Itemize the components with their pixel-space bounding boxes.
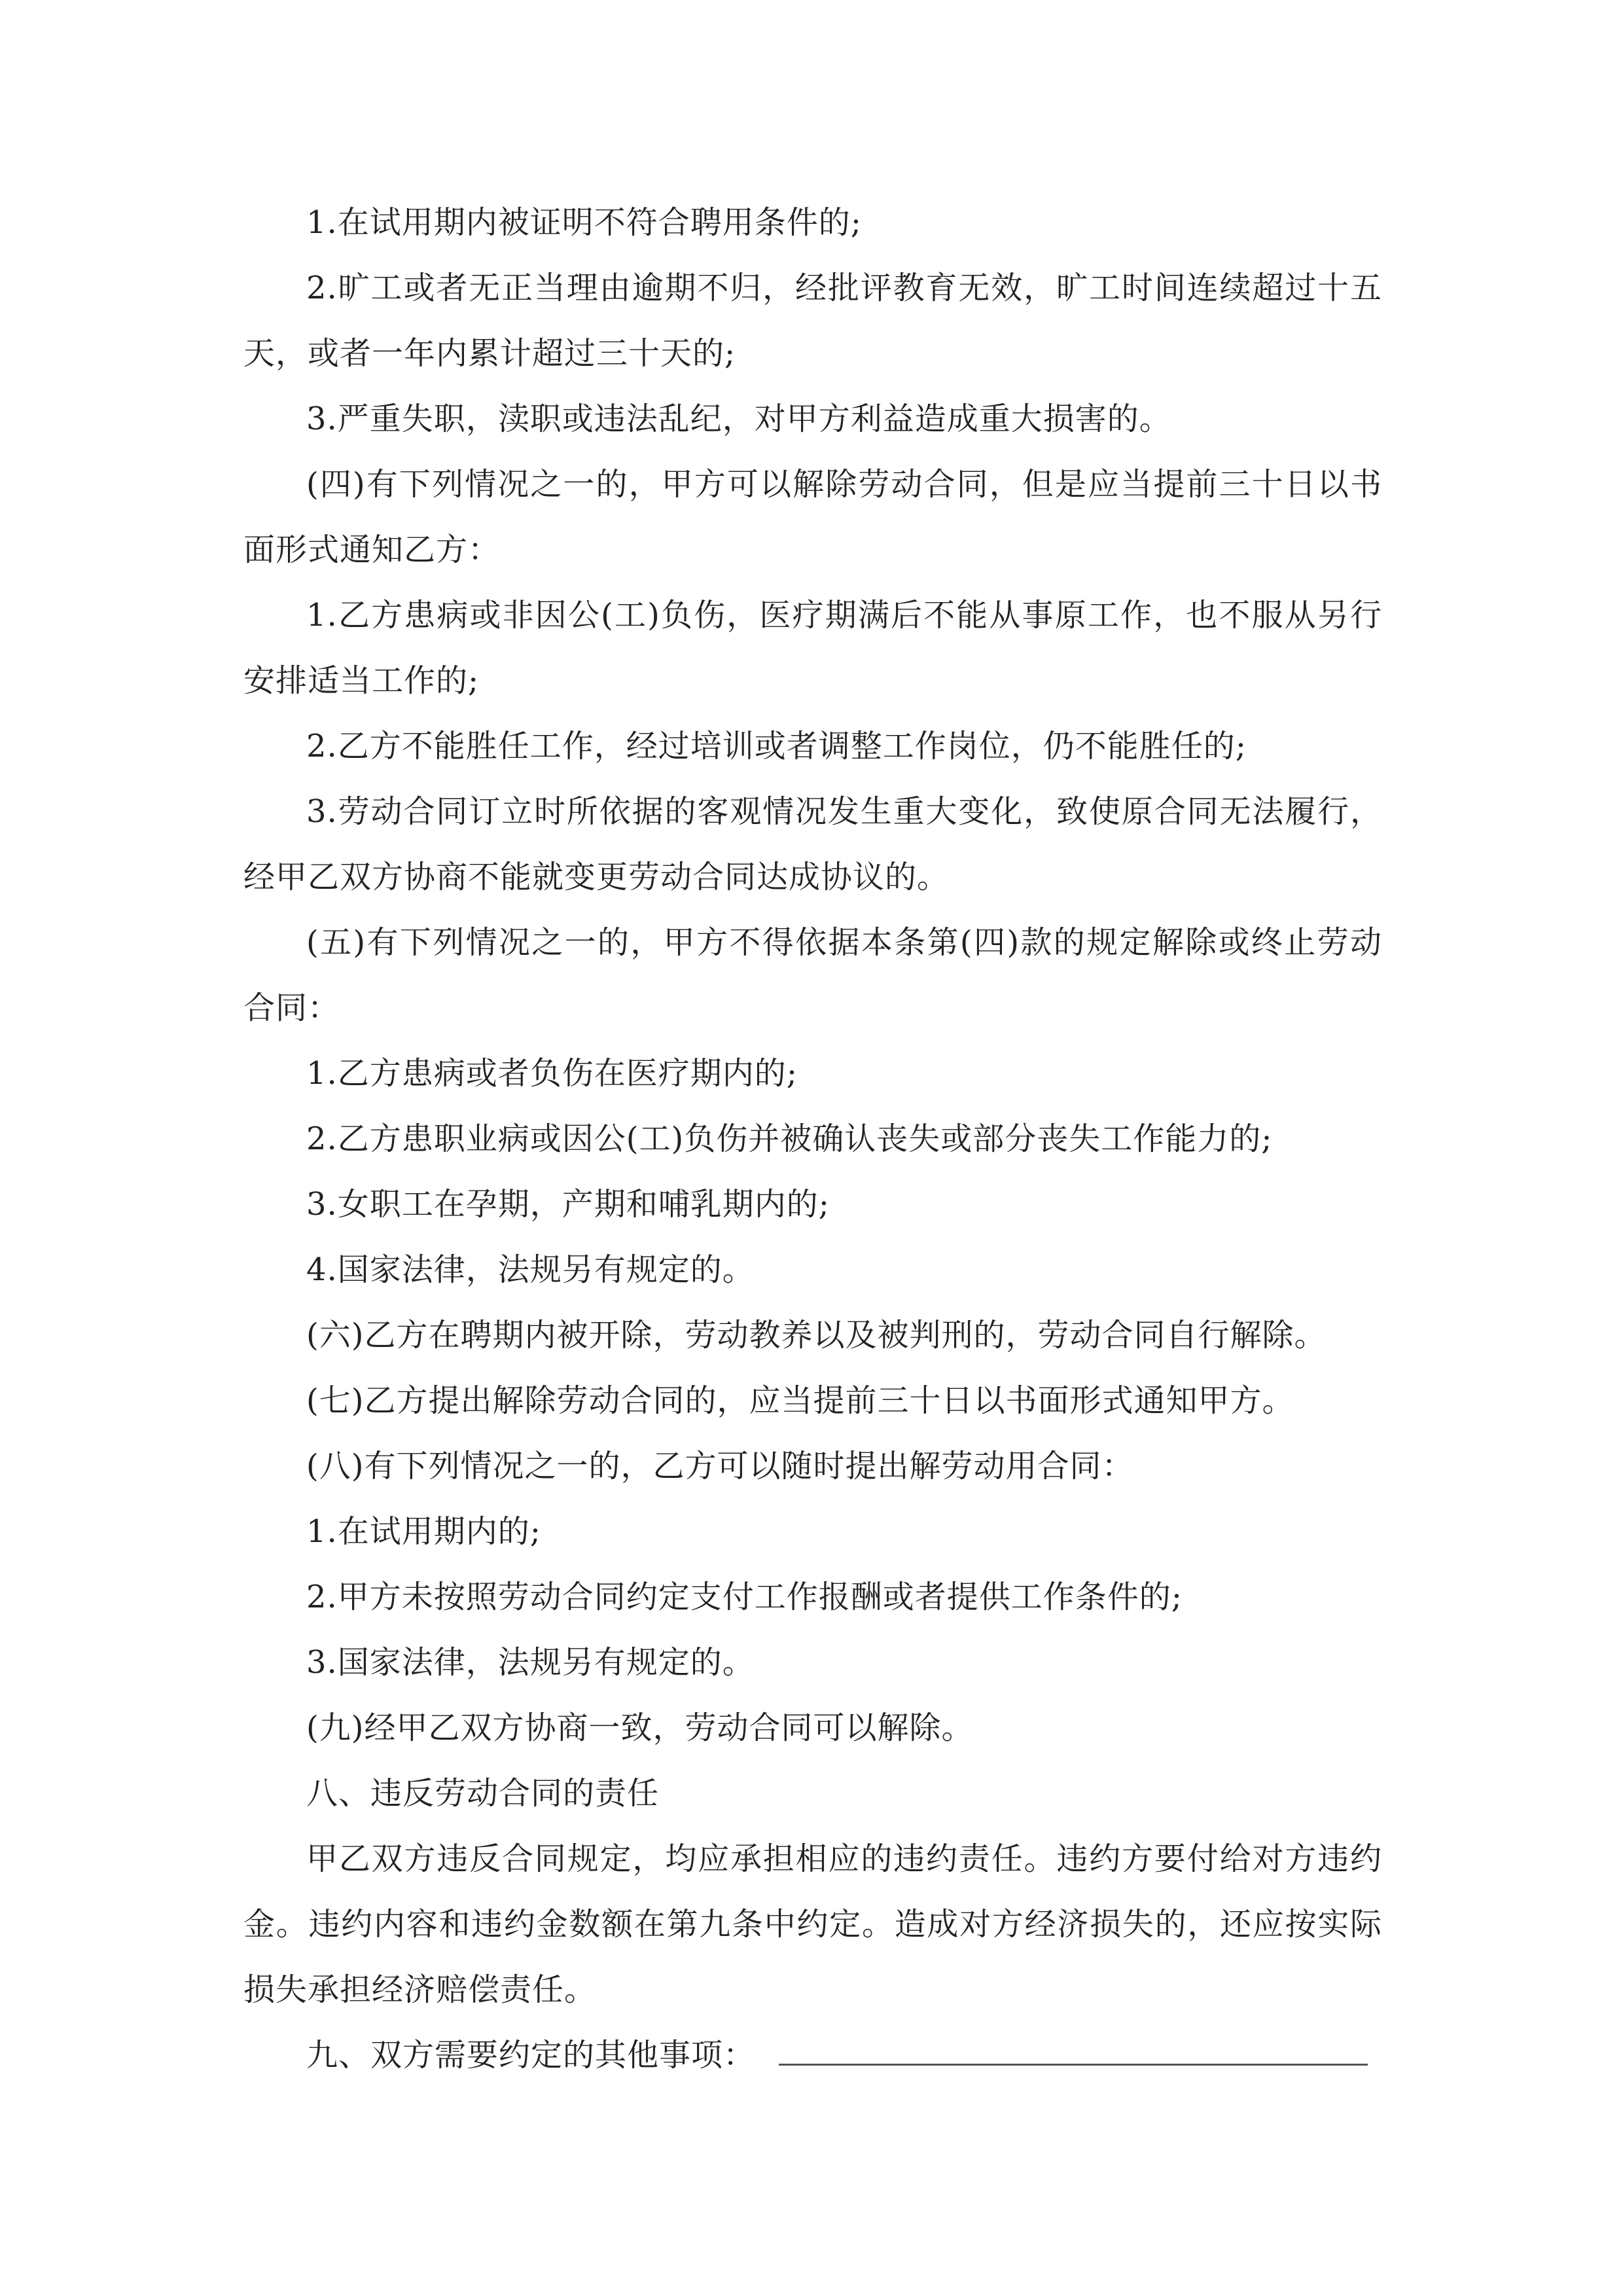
paragraph: 甲乙双方违反合同规定，均应承担相应的违约责任。违约方要付给对方违约金。违约内容和违约金数额在第九条中约定。造成对方经济损失的，还应按实际损失承担经济赔偿责任。 — [243, 1840, 1382, 2008]
blank-fill-line[interactable] — [779, 2027, 1368, 2066]
contract-body — [243, 190, 1382, 2088]
paragraph: 3.女职工在孕期，产期和哺乳期内的; — [306, 1186, 830, 1223]
paragraph: (七)乙方提出解除劳动合同的，应当提前三十日以书面形式通知甲方。 — [306, 1382, 1294, 1419]
paragraph: 3.国家法律，法规另有规定的。 — [306, 1644, 755, 1681]
section-heading: 八、违反劳动合同的责任 — [306, 1775, 660, 1812]
other-matters-item — [243, 2022, 1382, 2088]
paragraph: 2.乙方不能胜任工作，经过培训或者调整工作岗位，仍不能胜任的; — [306, 728, 1247, 764]
paragraph: (九)经甲乙双方协商一致，劳动合同可以解除。 — [306, 1710, 974, 1746]
paragraph: 4.国家法律，法规另有规定的。 — [306, 1251, 755, 1288]
paragraph: (六)乙方在聘期内被开除，劳动教养以及被判刑的，劳动合同自行解除。 — [306, 1317, 1327, 1354]
paragraph: 2.乙方患职业病或因公(工)负伤并被确认丧失或部分丧失工作能力的; — [306, 1121, 1273, 1157]
paragraph: 1.在试用期内的; — [306, 1513, 541, 1550]
paragraph: 2.旷工或者无正当理由逾期不归，经批评教育无效，旷工时间连续超过十五天，或者一年内累计超过三十天的; — [243, 270, 1382, 372]
paragraph: 2.甲方未按照劳动合同约定支付工作报酬或者提供工作条件的; — [306, 1579, 1183, 1615]
paragraph: (八)有下列情况之一的，乙方可以随时提出解劳动用合同： — [306, 1448, 1134, 1484]
paragraph: 3.劳动合同订立时所依据的客观情况发生重大变化，致使原合同无法履行，经甲乙双方协商不能就变更劳动合同达成协议的。 — [243, 793, 1382, 895]
other-matters-label: 九、双方需要约定的其他事项： — [306, 2037, 756, 2073]
paragraph: 1.乙方患病或非因公(工)负伤，医疗期满后不能从事原工作，也不服从另行安排适当工作的; — [243, 597, 1382, 699]
paragraph: (五)有下列情况之一的，甲方不得依据本条第(四)款的规定解除或终止劳动合同： — [243, 924, 1382, 1026]
paragraph: 1.在试用期内被证明不符合聘用条件的; — [306, 204, 862, 241]
paragraph: 1.乙方患病或者负伤在医疗期内的; — [306, 1055, 798, 1092]
paragraph: 3.严重失职，渎职或违法乱纪，对甲方利益造成重大损害的。 — [306, 401, 1171, 437]
paragraph: (四)有下列情况之一的，甲方可以解除劳动合同，但是应当提前三十日以书面形式通知乙方： — [243, 466, 1382, 568]
